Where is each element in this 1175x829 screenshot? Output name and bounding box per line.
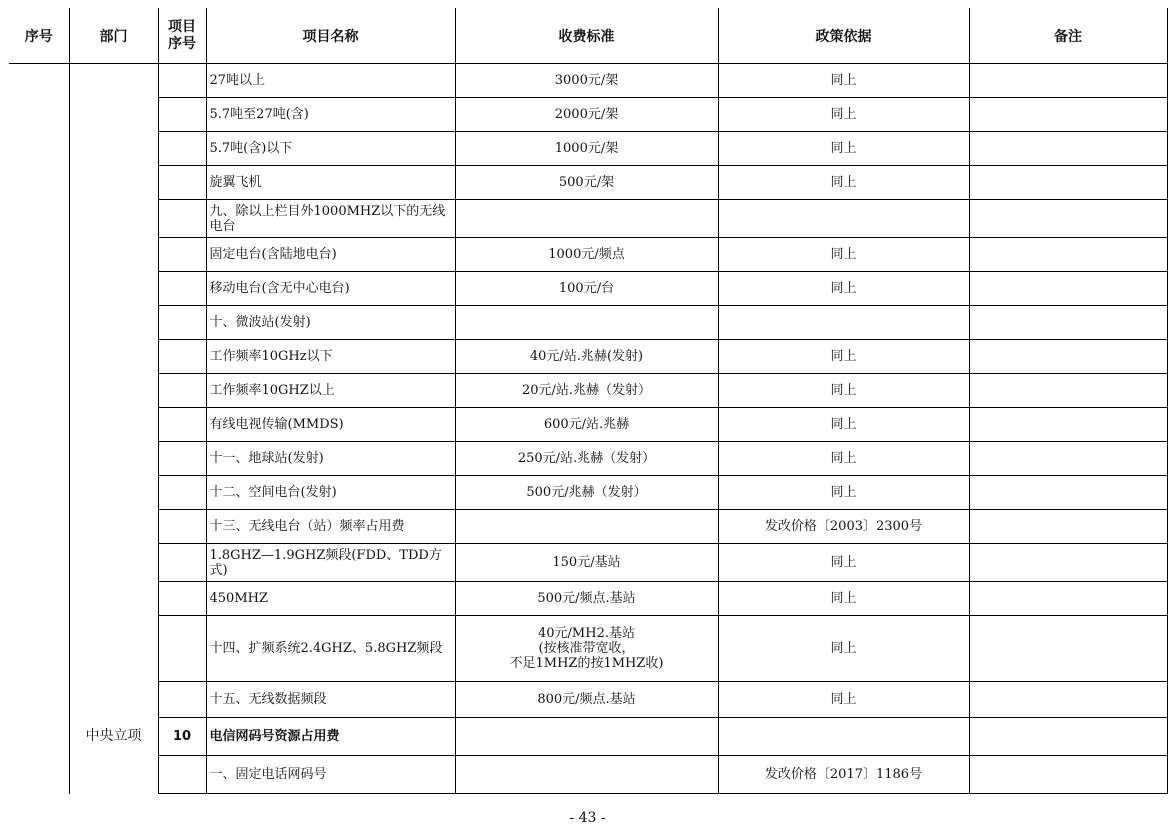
cell-project-no: [158, 64, 206, 98]
header-project-name: 项目名称: [206, 8, 455, 64]
cell-project-no: [158, 616, 206, 682]
cell-seq: [9, 408, 69, 442]
cell-project-no: [158, 374, 206, 408]
cell-dept: [69, 476, 158, 510]
cell-remark: [969, 756, 1167, 794]
cell-remark: [969, 616, 1167, 682]
page-number: - 43 -: [569, 810, 606, 826]
cell-remark: [969, 98, 1167, 132]
cell-dept: [69, 442, 158, 476]
cell-project-no: [158, 166, 206, 200]
cell-policy-basis: 同上: [718, 682, 969, 718]
cell-project-name: 十二、空间电台(发射): [206, 476, 455, 510]
cell-policy-basis: 同上: [718, 340, 969, 374]
table-row: [9, 200, 1167, 238]
table-row: [9, 408, 1167, 442]
table-body: [9, 64, 1167, 794]
table-row: [9, 340, 1167, 374]
cell-policy-basis: 同上: [718, 238, 969, 272]
header-fee-standard: 收费标准: [455, 8, 718, 64]
cell-fee-standard: 800元/频点.基站: [455, 682, 718, 718]
header-project-no-line1: 项目: [168, 18, 196, 35]
cell-dept: [69, 374, 158, 408]
header-policy-basis: 政策依据: [718, 8, 969, 64]
cell-fee-standard: 2000元/架: [455, 98, 718, 132]
cell-project-name: 1.8GHZ—1.9GHZ频段(FDD、TDD方式): [206, 544, 455, 582]
table-row: [9, 476, 1167, 510]
header-seq: 序号: [9, 8, 69, 64]
cell-project-no: 10: [158, 718, 206, 756]
cell-policy-basis: 同上: [718, 64, 969, 98]
cell-remark: [969, 442, 1167, 476]
cell-fee-standard: 1000元/频点: [455, 238, 718, 272]
header-remark: 备注: [969, 8, 1167, 64]
fee-table: [9, 8, 1168, 794]
cell-dept: [69, 582, 158, 616]
cell-project-no: [158, 442, 206, 476]
cell-dept: [69, 132, 158, 166]
cell-seq: [9, 238, 69, 272]
cell-policy-basis: 同上: [718, 408, 969, 442]
cell-seq: [9, 682, 69, 718]
cell-dept: [69, 200, 158, 238]
cell-fee-standard: 500元/兆赫（发射）: [455, 476, 718, 510]
cell-remark: [969, 408, 1167, 442]
cell-project-no: [158, 476, 206, 510]
cell-seq: [9, 756, 69, 794]
cell-project-no: [158, 98, 206, 132]
cell-fee-standard: 150元/基站: [455, 544, 718, 582]
cell-remark: [969, 166, 1167, 200]
cell-project-no: [158, 544, 206, 582]
cell-seq: [9, 718, 69, 756]
cell-policy-basis: 同上: [718, 616, 969, 682]
cell-fee-standard: [455, 510, 718, 544]
cell-remark: [969, 272, 1167, 306]
cell-project-name: 5.7吨至27吨(含): [206, 98, 455, 132]
cell-policy-basis: 同上: [718, 476, 969, 510]
cell-remark: [969, 682, 1167, 718]
cell-remark: [969, 374, 1167, 408]
table-row: [9, 98, 1167, 132]
cell-remark: [969, 64, 1167, 98]
cell-dept: [69, 756, 158, 794]
cell-fee-standard: 3000元/架: [455, 64, 718, 98]
cell-dept: [69, 64, 158, 98]
cell-fee-standard: 100元/台: [455, 272, 718, 306]
table-row: [9, 272, 1167, 306]
cell-project-name: 十五、无线数据频段: [206, 682, 455, 718]
cell-seq: [9, 374, 69, 408]
cell-seq: [9, 510, 69, 544]
cell-fee-standard: [455, 756, 718, 794]
table-row: [9, 64, 1167, 98]
cell-seq: [9, 64, 69, 98]
cell-project-no: [158, 408, 206, 442]
table-row: [9, 616, 1167, 682]
cell-policy-basis: 同上: [718, 98, 969, 132]
cell-project-name: 一、固定电话网码号: [206, 756, 455, 794]
cell-seq: [9, 200, 69, 238]
cell-policy-basis: 同上: [718, 374, 969, 408]
cell-dept: [69, 544, 158, 582]
cell-project-name: 九、除以上栏目外1000MHZ以下的无线电台: [206, 200, 455, 238]
cell-policy-basis: 同上: [718, 544, 969, 582]
cell-policy-basis: [718, 718, 969, 756]
cell-dept: [69, 306, 158, 340]
cell-dept: [69, 166, 158, 200]
cell-project-no: [158, 582, 206, 616]
cell-project-no: [158, 272, 206, 306]
cell-remark: [969, 718, 1167, 756]
cell-seq: [9, 132, 69, 166]
cell-remark: [969, 582, 1167, 616]
cell-policy-basis: 同上: [718, 582, 969, 616]
table-row: [9, 442, 1167, 476]
cell-project-no: [158, 306, 206, 340]
cell-project-name: 移动电台(含无中心电台): [206, 272, 455, 306]
header-row: [9, 8, 1167, 64]
table-row: [9, 510, 1167, 544]
cell-project-no: [158, 682, 206, 718]
cell-fee-standard: 40元/MH2.基站 (按核准带宽收， 不足1MHZ的按1MHZ收): [455, 616, 718, 682]
cell-dept: [69, 272, 158, 306]
cell-policy-basis: 发改价格〔2017〕1186号: [718, 756, 969, 794]
cell-policy-basis: 同上: [718, 132, 969, 166]
cell-seq: [9, 582, 69, 616]
cell-fee-standard: 250元/站.兆赫（发射）: [455, 442, 718, 476]
cell-fee-standard: 500元/频点.基站: [455, 582, 718, 616]
cell-remark: [969, 510, 1167, 544]
cell-remark: [969, 544, 1167, 582]
cell-dept: [69, 510, 158, 544]
table-row: [9, 682, 1167, 718]
cell-project-name: 十三、无线电台（站）频率占用费: [206, 510, 455, 544]
cell-policy-basis: [718, 200, 969, 238]
cell-project-name: 27吨以上: [206, 64, 455, 98]
cell-remark: [969, 340, 1167, 374]
header-project-no: [158, 8, 206, 64]
cell-policy-basis: [718, 306, 969, 340]
cell-dept: [69, 238, 158, 272]
cell-project-no: [158, 132, 206, 166]
cell-fee-standard: 40元/站.兆赫(发射): [455, 340, 718, 374]
cell-fee-standard: 20元/站.兆赫（发射）: [455, 374, 718, 408]
cell-project-name: 十四、扩频系统2.4GHZ、5.8GHZ频段: [206, 616, 455, 682]
cell-policy-basis: 发改价格〔2003〕2300号: [718, 510, 969, 544]
cell-fee-standard: 600元/站.兆赫: [455, 408, 718, 442]
cell-seq: [9, 98, 69, 132]
cell-seq: [9, 476, 69, 510]
cell-seq: [9, 306, 69, 340]
cell-project-name: 工作频率10GHz以下: [206, 340, 455, 374]
cell-project-name: 旋翼飞机: [206, 166, 455, 200]
cell-dept: [69, 408, 158, 442]
table-row: [9, 166, 1167, 200]
cell-dept: [69, 616, 158, 682]
cell-remark: [969, 306, 1167, 340]
cell-project-no: [158, 200, 206, 238]
table-row: [9, 238, 1167, 272]
cell-project-name: 有线电视传输(MMDS): [206, 408, 455, 442]
cell-dept: [69, 340, 158, 374]
cell-project-name: 工作频率10GHZ以上: [206, 374, 455, 408]
cell-remark: [969, 132, 1167, 166]
table-row: [9, 132, 1167, 166]
cell-project-name: 固定电台(含陆地电台): [206, 238, 455, 272]
cell-seq: [9, 166, 69, 200]
cell-project-name: 450MHZ: [206, 582, 455, 616]
cell-project-no: [158, 510, 206, 544]
cell-seq: [9, 616, 69, 682]
cell-dept: [69, 98, 158, 132]
cell-policy-basis: 同上: [718, 272, 969, 306]
table-row: [9, 718, 1167, 756]
cell-dept: 中央立项: [69, 718, 158, 756]
table-row: [9, 306, 1167, 340]
cell-policy-basis: 同上: [718, 442, 969, 476]
cell-project-name: 十一、地球站(发射): [206, 442, 455, 476]
cell-seq: [9, 340, 69, 374]
table-row: [9, 374, 1167, 408]
cell-seq: [9, 442, 69, 476]
header-project-no-line2: 序号: [168, 35, 196, 52]
table-row: [9, 756, 1167, 794]
cell-dept: [69, 682, 158, 718]
cell-project-name: 5.7吨(含)以下: [206, 132, 455, 166]
table-row: [9, 582, 1167, 616]
header-dept: 部门: [69, 8, 158, 64]
cell-fee-standard: [455, 200, 718, 238]
table-row: [9, 544, 1167, 582]
cell-fee-standard: 1000元/架: [455, 132, 718, 166]
cell-fee-standard: 500元/架: [455, 166, 718, 200]
cell-project-no: [158, 756, 206, 794]
cell-project-no: [158, 238, 206, 272]
cell-remark: [969, 476, 1167, 510]
cell-fee-standard: [455, 718, 718, 756]
cell-remark: [969, 238, 1167, 272]
cell-project-name: 十、微波站(发射): [206, 306, 455, 340]
cell-seq: [9, 272, 69, 306]
cell-project-name: 电信网码号资源占用费: [206, 718, 455, 756]
cell-fee-standard: [455, 306, 718, 340]
cell-policy-basis: 同上: [718, 166, 969, 200]
cell-seq: [9, 544, 69, 582]
cell-project-no: [158, 340, 206, 374]
cell-remark: [969, 200, 1167, 238]
